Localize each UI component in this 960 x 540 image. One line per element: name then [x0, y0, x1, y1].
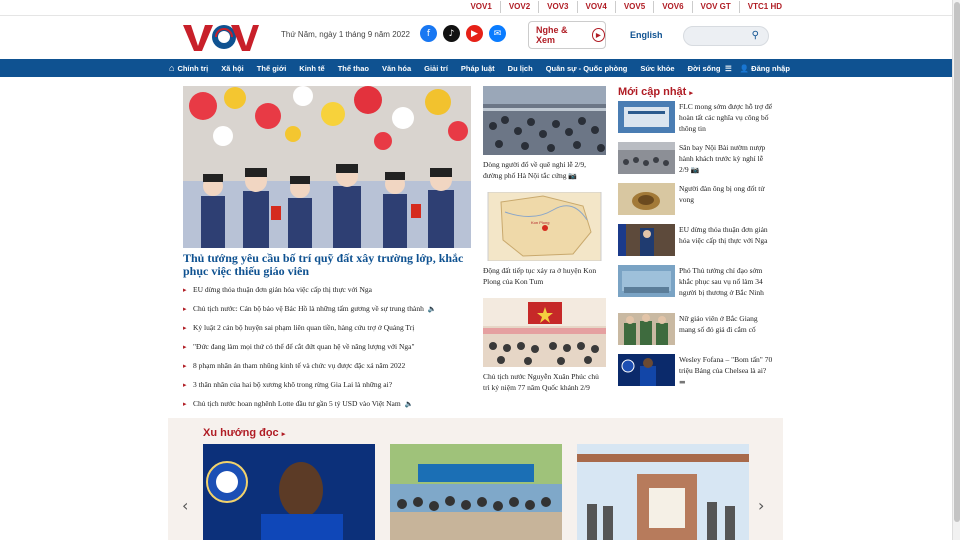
news-title[interactable]: Người đàn ông bị ong đốt tử vong [679, 184, 765, 204]
chevron-right-icon: ▸ [281, 431, 286, 438]
nav-item[interactable]: Kinh tế [299, 63, 325, 73]
headline-text: Chủ tịch nước: Cán bộ bảo vệ Bác Hồ là những tấm gương về sự trung thành [193, 304, 424, 313]
menu-icon[interactable]: ☰ [725, 63, 732, 73]
home-icon[interactable]: ⌂ [169, 63, 175, 73]
main-navigation [0, 59, 952, 77]
latest-news-item[interactable] [618, 354, 778, 394]
headline-item[interactable] [183, 341, 483, 360]
channel-link[interactable]: VTC1 HD [739, 1, 790, 13]
news-title-text: Sân bay Nội Bài nườm nượp hành khách trước kỳ nghỉ lễ 2/9 [679, 143, 766, 174]
login-link[interactable] [740, 64, 790, 73]
story-caption [483, 159, 606, 182]
headline-text: Chủ tịch nước hoan nghênh Lotte đầu tư gần 5 tỷ USD vào Việt Nam [193, 399, 401, 408]
site-header [0, 16, 960, 59]
login-label: Đăng nhập [751, 63, 790, 73]
story-caption: Chủ tịch nước Nguyễn Xuân Phúc chủ trì kỷ niệm 77 năm Quốc khánh 2/9 [483, 372, 599, 392]
hero-image[interactable] [183, 86, 471, 248]
scrollbar-thumb[interactable] [954, 2, 960, 522]
story-caption: Động đất tiếp tục xảy ra ở huyện Kon Plong của Kon Tum [483, 266, 597, 286]
headline-item[interactable] [183, 284, 483, 303]
hero-headline[interactable]: Thủ tướng yêu cầu bố trí quỹ đất xây trường lớp, khắc phục việc thiếu giáo viên [183, 251, 464, 278]
news-thumbnail[interactable] [618, 313, 675, 345]
news-title[interactable] [679, 354, 774, 388]
nav-item[interactable]: Sức khỏe [640, 63, 675, 73]
messenger-icon[interactable]: ✉ [489, 25, 506, 42]
listen-watch-button[interactable] [528, 21, 606, 49]
user-icon: 👤 [739, 63, 750, 73]
chevron-right-icon: ▸ [689, 90, 693, 97]
search-icon[interactable]: ⚲ [751, 30, 759, 41]
nav-item[interactable]: Du lịch [507, 63, 533, 73]
social-links [420, 25, 506, 42]
nav-item[interactable]: Pháp luật [460, 63, 495, 73]
headline-list [183, 284, 483, 417]
middle-story[interactable] [483, 192, 606, 287]
nav-item[interactable]: Đời sống [687, 63, 721, 73]
latest-news-item[interactable] [618, 101, 778, 141]
latest-news-heading-text: Mới cập nhật [618, 86, 687, 98]
audio-icon: 🔈 [427, 305, 437, 313]
headline-text: EU dừng thỏa thuận đơn giản hóa việc cấp thị thực với Nga [193, 285, 372, 294]
headline-text: "Đức đang làm mọi thứ có thể để cắt đứt quan hệ về năng lượng với Nga" [193, 342, 415, 351]
news-thumbnail[interactable] [618, 224, 675, 256]
headline-item[interactable] [183, 322, 483, 341]
current-date: Thứ Năm, ngày 1 tháng 9 năm 2022 [281, 30, 410, 39]
svg-text:Kon Plong: Kon Plong [531, 220, 550, 225]
news-thumbnail[interactable] [618, 183, 675, 215]
listen-watch-label: Nghe & Xem [536, 25, 568, 45]
news-thumbnail[interactable] [618, 265, 675, 297]
camera-icon: 📷 [568, 172, 578, 180]
channel-link[interactable]: VOV1 [470, 2, 492, 11]
latest-news-list [618, 101, 778, 395]
headline-item[interactable] [183, 398, 483, 417]
carousel-next-button[interactable]: › [758, 496, 765, 515]
news-title[interactable]: Nữ giáo viên ở Bắc Giang mang số đỏ giả đi cắm cố [679, 314, 758, 334]
story-image[interactable] [483, 298, 606, 367]
carousel-prev-button[interactable]: ‹ [182, 496, 189, 515]
trending-heading-text: Xu hướng đọc [203, 427, 279, 439]
story-image[interactable] [483, 192, 606, 261]
channel-link[interactable]: VOV5 [615, 1, 653, 13]
channel-links [462, 1, 790, 13]
nav-item[interactable]: Văn hóa [381, 63, 412, 73]
news-thumbnail[interactable] [618, 101, 675, 133]
nav-item[interactable]: Xã hội [221, 63, 244, 73]
latest-news-item[interactable] [618, 313, 778, 353]
news-thumbnail[interactable] [618, 354, 675, 386]
page-scrollbar[interactable] [952, 0, 960, 540]
trending-card[interactable] [390, 444, 562, 540]
news-title[interactable] [679, 142, 774, 176]
video-icon: ▬ [679, 378, 686, 386]
nav-item[interactable]: Thế giới [256, 63, 287, 73]
news-title-text: Wesley Fofana – "Bom tấn" 70 triệu Bảng của Chelsea là ai? [679, 355, 773, 375]
channel-link[interactable]: VOV3 [538, 1, 576, 13]
trending-card[interactable] [203, 444, 375, 540]
story-image[interactable] [483, 86, 606, 155]
latest-news-item[interactable] [618, 265, 778, 305]
middle-story[interactable] [483, 298, 606, 393]
latest-news-item[interactable] [618, 224, 778, 264]
channel-link[interactable]: VOV GT [692, 1, 739, 13]
youtube-icon[interactable]: ▶ [466, 25, 483, 42]
channel-link[interactable]: VOV6 [653, 1, 691, 13]
facebook-icon[interactable]: f [420, 25, 437, 42]
middle-story[interactable] [483, 86, 606, 182]
english-link[interactable]: English [630, 30, 663, 40]
news-title[interactable]: EU dừng thỏa thuận đơn giản hóa việc cấp thị thực với Nga [679, 225, 768, 245]
tiktok-icon[interactable]: ♪ [443, 25, 460, 42]
latest-news-item[interactable] [618, 142, 778, 182]
story-caption-text: Dòng người đổ về quê nghỉ lễ 2/9, đường phố Hà Nội tắc cứng [483, 160, 587, 180]
headline-item[interactable] [183, 303, 483, 322]
news-thumbnail[interactable] [618, 142, 675, 174]
headline-item[interactable] [183, 360, 483, 379]
vov-logo[interactable] [183, 22, 259, 52]
headline-text: 8 phạm nhân án tham nhũng kinh tế và chức vụ được đặc xá năm 2022 [193, 361, 406, 370]
trending-heading[interactable] [203, 427, 285, 439]
headline-text: 3 thân nhân của hai bộ xương khô trong rừng Gia Lai là những ai? [193, 380, 393, 389]
audio-icon: 🔈 [404, 400, 414, 408]
latest-news-item[interactable] [618, 183, 778, 223]
channel-link[interactable]: VOV2 [500, 1, 538, 13]
search-input[interactable] [683, 26, 769, 46]
nav-item[interactable]: Quân sự - Quốc phòng [545, 63, 628, 73]
play-icon: ▶ [592, 28, 605, 42]
trending-card[interactable] [577, 444, 749, 540]
news-title[interactable]: Phó Thủ tướng chỉ đạo sớm khắc phục sau vụ nổ làm 34 người bị thương ở Bắc Ninh [679, 266, 764, 297]
nav-item[interactable]: Giải trí [424, 63, 448, 73]
headline-text: Kỷ luật 2 cán bộ huyện sai phạm liên quan tiền, hàng cứu trợ ở Quảng Trị [193, 323, 415, 332]
radio-channel-bar [0, 0, 960, 16]
camera-icon: 📷 [690, 166, 700, 174]
news-title[interactable]: FLC mong sớm được hỗ trợ để hoàn tất các nghĩa vụ công bố thông tin [679, 102, 773, 133]
headline-item[interactable] [183, 379, 483, 398]
latest-news-heading[interactable] [618, 86, 693, 98]
nav-item[interactable]: Chính trị [177, 63, 209, 73]
channel-link[interactable]: VOV4 [577, 1, 615, 13]
nav-item[interactable]: Thể thao [337, 63, 369, 73]
